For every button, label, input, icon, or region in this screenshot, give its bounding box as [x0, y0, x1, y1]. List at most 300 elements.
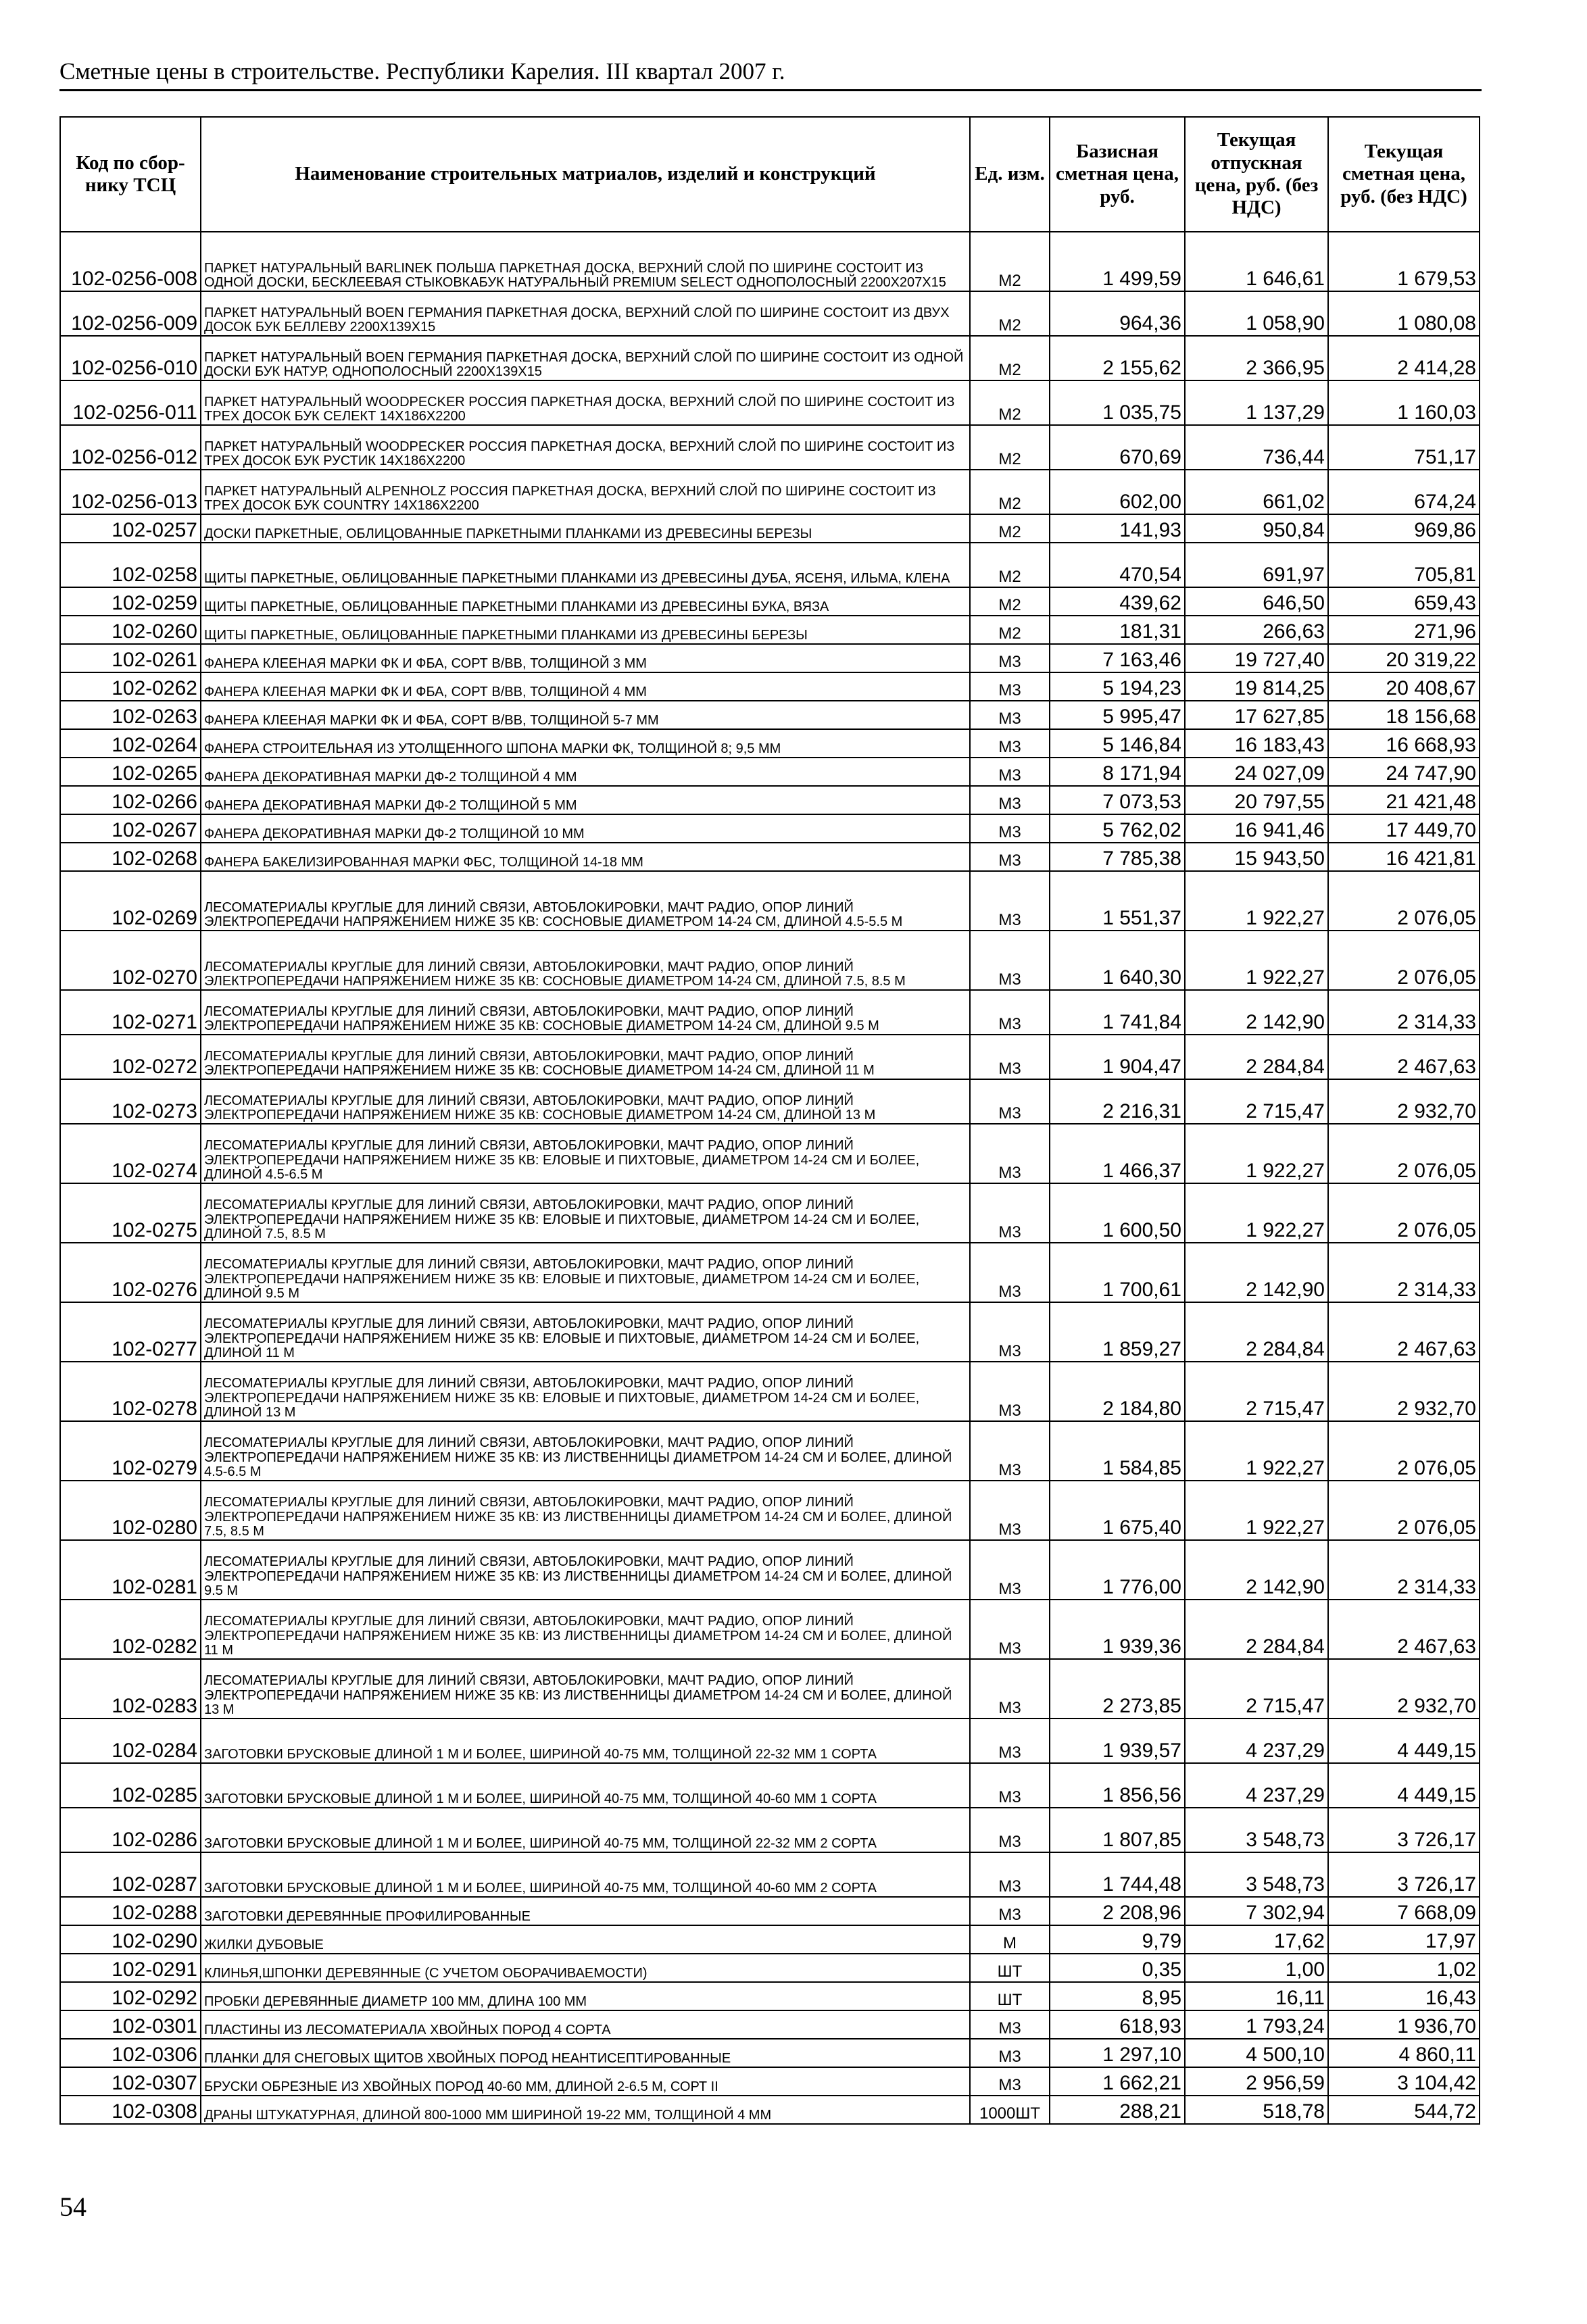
- cell-current-price: 2 314,33: [1328, 1243, 1480, 1302]
- cell-unit: М3: [970, 2010, 1050, 2039]
- cell-code: 102-0286: [60, 1808, 201, 1852]
- cell-name: ЛЕСОМАТЕРИАЛЫ КРУГЛЫЕ ДЛЯ ЛИНИЙ СВЯЗИ, АВТОБЛОКИРОВКИ, МАЧТ РАДИО, ОПОР ЛИНИЙ ЭЛЕКТРОПЕРЕДАЧИ НАПРЯЖЕНИЕМ НИЖЕ 35 КВ: ИЗ ЛИСТВЕННИЦЫ ДИАМЕТРОМ 14-24 СМ И БОЛЕЕ, ДЛИНОЙ 4.5-6.5 М: [201, 1421, 970, 1481]
- table-row: [60, 644, 1480, 672]
- cell-current-price: 7 668,09: [1328, 1897, 1480, 1925]
- cell-unit: М2: [970, 616, 1050, 644]
- cell-code: 102-0272: [60, 1035, 201, 1079]
- page-number: 54: [59, 2192, 87, 2222]
- cell-unit: М3: [970, 1421, 1050, 1481]
- cell-current-price: 17 449,70: [1328, 814, 1480, 843]
- table-row: [60, 814, 1480, 843]
- cell-unit: М3: [970, 1852, 1050, 1897]
- cell-release-price: 266,63: [1185, 616, 1328, 644]
- cell-release-price: 1 922,27: [1185, 1183, 1328, 1243]
- cell-release-price: 16 183,43: [1185, 729, 1328, 758]
- cell-current-price: 16 421,81: [1328, 843, 1480, 871]
- table-row: [60, 1982, 1480, 2010]
- cell-name: ЗАГОТОВКИ БРУСКОВЫЕ ДЛИНОЙ 1 М И БОЛЕЕ, ШИРИНОЙ 40-75 ММ, ТОЛЩИНОЙ 40-60 ММ 1 СОРТА: [201, 1763, 970, 1808]
- cell-name: ПЛАНКИ ДЛЯ СНЕГОВЫХ ЩИТОВ ХВОЙНЫХ ПОРОД НЕАНТИСЕПТИРОВАННЫЕ: [201, 2039, 970, 2067]
- cell-code: 102-0282: [60, 1600, 201, 1659]
- cell-release-price: 1 922,27: [1185, 1124, 1328, 1183]
- cell-code: 102-0258: [60, 543, 201, 587]
- column-header-unit: Ед. изм.: [970, 117, 1050, 232]
- page-header: Сметные цены в строительстве. Республики Карелия. III квартал 2007 г.: [59, 58, 785, 84]
- cell-code: 102-0256-011: [60, 380, 201, 425]
- cell-code: 102-0275: [60, 1183, 201, 1243]
- table-row: [60, 1124, 1480, 1183]
- cell-current-price: 4 449,15: [1328, 1763, 1480, 1808]
- cell-name: ЛЕСОМАТЕРИАЛЫ КРУГЛЫЕ ДЛЯ ЛИНИЙ СВЯЗИ, АВТОБЛОКИРОВКИ, МАЧТ РАДИО, ОПОР ЛИНИЙ ЭЛЕКТРОПЕРЕДАЧИ НАПРЯЖЕНИЕМ НИЖЕ 35 КВ: ЕЛОВЫЕ И ПИХТОВЫЕ, ДИАМЕТРОМ 14-24 СМ И БОЛЕЕ, ДЛИНОЙ 9.5 М: [201, 1243, 970, 1302]
- cell-release-price: 2 715,47: [1185, 1079, 1328, 1124]
- cell-unit: М3: [970, 1035, 1050, 1079]
- cell-base-price: 1 640,30: [1050, 931, 1185, 990]
- cell-unit: ШТ: [970, 1954, 1050, 1982]
- table-row: [60, 843, 1480, 871]
- cell-base-price: 181,31: [1050, 616, 1185, 644]
- cell-unit: М3: [970, 644, 1050, 672]
- cell-release-price: 1 922,27: [1185, 1421, 1328, 1481]
- cell-code: 102-0273: [60, 1079, 201, 1124]
- cell-code: 102-0288: [60, 1897, 201, 1925]
- cell-current-price: 2 932,70: [1328, 1362, 1480, 1421]
- cell-release-price: 1 922,27: [1185, 871, 1328, 931]
- cell-unit: М3: [970, 1540, 1050, 1600]
- cell-name: ПАРКЕТ НАТУРАЛЬНЫЙ BOEN ГЕРМАНИЯ ПАРКЕТНАЯ ДОСКА, ВЕРХНИЙ СЛОЙ ПО ШИРИНЕ СОСТОИТ ИЗ ОДНОЙ ДОСКИ БУК НАТУР, ОДНОПОЛОСНЫЙ 2200Х139Х15: [201, 336, 970, 380]
- cell-current-price: 3 726,17: [1328, 1808, 1480, 1852]
- cell-unit: М2: [970, 470, 1050, 514]
- cell-unit: М3: [970, 786, 1050, 814]
- cell-base-price: 0,35: [1050, 1954, 1185, 1982]
- cell-release-price: 646,50: [1185, 587, 1328, 616]
- cell-base-price: 1 939,36: [1050, 1600, 1185, 1659]
- cell-base-price: 5 146,84: [1050, 729, 1185, 758]
- cell-name: ЩИТЫ ПАРКЕТНЫЕ, ОБЛИЦОВАННЫЕ ПАРКЕТНЫМИ ПЛАНКАМИ ИЗ ДРЕВЕСИНЫ БУКА, ВЯЗА: [201, 587, 970, 616]
- cell-name: ФАНЕРА КЛЕЕНАЯ МАРКИ ФК И ФБА, СОРТ В/ВВ, ТОЛЩИНОЙ 4 ММ: [201, 672, 970, 701]
- cell-name: ЛЕСОМАТЕРИАЛЫ КРУГЛЫЕ ДЛЯ ЛИНИЙ СВЯЗИ, АВТОБЛОКИРОВКИ, МАЧТ РАДИО, ОПОР ЛИНИЙ ЭЛЕКТРОПЕРЕДАЧИ НАПРЯЖЕНИЕМ НИЖЕ 35 КВ: СОСНОВЫЕ ДИАМЕТРОМ 14-24 СМ, ДЛИНОЙ 9.5 М: [201, 990, 970, 1035]
- cell-release-price: 1 922,27: [1185, 931, 1328, 990]
- cell-current-price: 20 408,67: [1328, 672, 1480, 701]
- cell-name: ЩИТЫ ПАРКЕТНЫЕ, ОБЛИЦОВАННЫЕ ПАРКЕТНЫМИ ПЛАНКАМИ ИЗ ДРЕВЕСИНЫ БЕРЕЗЫ: [201, 616, 970, 644]
- column-header-base-price: Базисная сметная цена, руб.: [1050, 117, 1185, 232]
- cell-current-price: 2 467,63: [1328, 1302, 1480, 1362]
- cell-release-price: 17,62: [1185, 1925, 1328, 1954]
- cell-unit: М3: [970, 843, 1050, 871]
- cell-name: КЛИНЬЯ,ШПОНКИ ДЕРЕВЯННЫЕ (С УЧЕТОМ ОБОРАЧИВАЕМОСТИ): [201, 1954, 970, 1982]
- cell-current-price: 1 160,03: [1328, 380, 1480, 425]
- cell-release-price: 2 284,84: [1185, 1302, 1328, 1362]
- cell-name: ЛЕСОМАТЕРИАЛЫ КРУГЛЫЕ ДЛЯ ЛИНИЙ СВЯЗИ, АВТОБЛОКИРОВКИ, МАЧТ РАДИО, ОПОР ЛИНИЙ ЭЛЕКТРОПЕРЕДАЧИ НАПРЯЖЕНИЕМ НИЖЕ 35 КВ: ЕЛОВЫЕ И ПИХТОВЫЕ, ДИАМЕТРОМ 14-24 СМ И БОЛЕЕ, ДЛИНОЙ 4.5-6.5 М: [201, 1124, 970, 1183]
- cell-base-price: 1 744,48: [1050, 1852, 1185, 1897]
- cell-code: 102-0290: [60, 1925, 201, 1954]
- cell-unit: М3: [970, 1808, 1050, 1852]
- cell-code: 102-0256-008: [60, 232, 201, 291]
- cell-unit: М3: [970, 1897, 1050, 1925]
- cell-current-price: 2 076,05: [1328, 1124, 1480, 1183]
- cell-current-price: 2 467,63: [1328, 1600, 1480, 1659]
- table-row: [60, 291, 1480, 336]
- cell-unit: М3: [970, 729, 1050, 758]
- cell-release-price: 1,00: [1185, 1954, 1328, 1982]
- cell-current-price: 2 467,63: [1328, 1035, 1480, 1079]
- cell-name: ПРОБКИ ДЕРЕВЯННЫЕ ДИАМЕТР 100 ММ, ДЛИНА 100 ММ: [201, 1982, 970, 2010]
- cell-unit: М3: [970, 931, 1050, 990]
- cell-code: 102-0256-012: [60, 425, 201, 470]
- cell-unit: М2: [970, 514, 1050, 543]
- cell-base-price: 2 155,62: [1050, 336, 1185, 380]
- cell-code: 102-0269: [60, 871, 201, 931]
- table-row: [60, 1897, 1480, 1925]
- cell-unit: ШТ: [970, 1982, 1050, 2010]
- cell-release-price: 950,84: [1185, 514, 1328, 543]
- cell-code: 102-0279: [60, 1421, 201, 1481]
- cell-name: ФАНЕРА ДЕКОРАТИВНАЯ МАРКИ ДФ-2 ТОЛЩИНОЙ 5 ММ: [201, 786, 970, 814]
- cell-base-price: 1 859,27: [1050, 1302, 1185, 1362]
- cell-unit: М3: [970, 1243, 1050, 1302]
- cell-unit: М3: [970, 1659, 1050, 1719]
- cell-base-price: 1 741,84: [1050, 990, 1185, 1035]
- cell-code: 102-0301: [60, 2010, 201, 2039]
- table-row: [60, 2067, 1480, 2096]
- cell-base-price: 8 171,94: [1050, 758, 1185, 786]
- table-row: [60, 786, 1480, 814]
- cell-current-price: 2 314,33: [1328, 1540, 1480, 1600]
- cell-release-price: 4 237,29: [1185, 1763, 1328, 1808]
- cell-base-price: 670,69: [1050, 425, 1185, 470]
- cell-release-price: 20 797,55: [1185, 786, 1328, 814]
- table-row: [60, 1954, 1480, 1982]
- table-row: [60, 336, 1480, 380]
- header-divider: [59, 89, 1482, 91]
- cell-current-price: 1 936,70: [1328, 2010, 1480, 2039]
- cell-release-price: 16 941,46: [1185, 814, 1328, 843]
- cell-unit: М3: [970, 1362, 1050, 1421]
- cell-code: 102-0274: [60, 1124, 201, 1183]
- cell-current-price: 1 679,53: [1328, 232, 1480, 291]
- cell-code: 102-0308: [60, 2096, 201, 2124]
- cell-unit: М3: [970, 758, 1050, 786]
- cell-release-price: 1 137,29: [1185, 380, 1328, 425]
- cell-current-price: 24 747,90: [1328, 758, 1480, 786]
- cell-base-price: 7 073,53: [1050, 786, 1185, 814]
- cell-base-price: 7 163,46: [1050, 644, 1185, 672]
- table-row: [60, 1183, 1480, 1243]
- cell-unit: М2: [970, 380, 1050, 425]
- cell-current-price: 3 104,42: [1328, 2067, 1480, 2096]
- cell-code: 102-0265: [60, 758, 201, 786]
- table-body: [60, 232, 1480, 2124]
- cell-code: 102-0257: [60, 514, 201, 543]
- table-row: [60, 1481, 1480, 1540]
- cell-code: 102-0266: [60, 786, 201, 814]
- cell-current-price: 20 319,22: [1328, 644, 1480, 672]
- table-row: [60, 1659, 1480, 1719]
- cell-code: 102-0261: [60, 644, 201, 672]
- cell-release-price: 1 058,90: [1185, 291, 1328, 336]
- table-row: [60, 871, 1480, 931]
- cell-unit: М3: [970, 814, 1050, 843]
- cell-base-price: 141,93: [1050, 514, 1185, 543]
- table-row: [60, 2010, 1480, 2039]
- cell-current-price: 2 076,05: [1328, 1481, 1480, 1540]
- cell-base-price: 1 807,85: [1050, 1808, 1185, 1852]
- cell-code: 102-0260: [60, 616, 201, 644]
- cell-current-price: 674,24: [1328, 470, 1480, 514]
- cell-unit: М3: [970, 1302, 1050, 1362]
- cell-current-price: 3 726,17: [1328, 1852, 1480, 1897]
- cell-unit: 1000ШТ: [970, 2096, 1050, 2124]
- cell-code: 102-0262: [60, 672, 201, 701]
- cell-code: 102-0256-009: [60, 291, 201, 336]
- cell-name: ЛЕСОМАТЕРИАЛЫ КРУГЛЫЕ ДЛЯ ЛИНИЙ СВЯЗИ, АВТОБЛОКИРОВКИ, МАЧТ РАДИО, ОПОР ЛИНИЙ ЭЛЕКТРОПЕРЕДАЧИ НАПРЯЖЕНИЕМ НИЖЕ 35 КВ: ИЗ ЛИСТВЕННИЦЫ ДИАМЕТРОМ 14-24 СМ И БОЛЕЕ, ДЛИНОЙ 13 М: [201, 1659, 970, 1719]
- cell-current-price: 2 076,05: [1328, 931, 1480, 990]
- cell-name: ПАРКЕТ НАТУРАЛЬНЫЙ BARLINEK ПОЛЬША ПАРКЕТНАЯ ДОСКА, ВЕРХНИЙ СЛОЙ ПО ШИРИНЕ СОСТОИТ ИЗ ОДНОЙ ДОСКИ, БЕСКЛЕЕВАЯ СТЫКОВКАБУК НАТУРАЛЬНЫЙ PREMIUM SELECT ОДНОПОЛОСНЫЙ 2200Х207Х15: [201, 232, 970, 291]
- cell-name: ФАНЕРА БАКЕЛИЗИРОВАННАЯ МАРКИ ФБС, ТОЛЩИНОЙ 14-18 ММ: [201, 843, 970, 871]
- cell-current-price: 4 449,15: [1328, 1719, 1480, 1763]
- cell-base-price: 470,54: [1050, 543, 1185, 587]
- cell-name: ЖИЛКИ ДУБОВЫЕ: [201, 1925, 970, 1954]
- cell-name: ЩИТЫ ПАРКЕТНЫЕ, ОБЛИЦОВАННЫЕ ПАРКЕТНЫМИ ПЛАНКАМИ ИЗ ДРЕВЕСИНЫ ДУБА, ЯСЕНЯ, ИЛЬМА, КЛЕНА: [201, 543, 970, 587]
- cell-base-price: 1 856,56: [1050, 1763, 1185, 1808]
- cell-name: ЛЕСОМАТЕРИАЛЫ КРУГЛЫЕ ДЛЯ ЛИНИЙ СВЯЗИ, АВТОБЛОКИРОВКИ, МАЧТ РАДИО, ОПОР ЛИНИЙ ЭЛЕКТРОПЕРЕДАЧИ НАПРЯЖЕНИЕМ НИЖЕ 35 КВ: ИЗ ЛИСТВЕННИЦЫ ДИАМЕТРОМ 14-24 СМ И БОЛЕЕ, ДЛИНОЙ 7.5, 8.5 М: [201, 1481, 970, 1540]
- cell-current-price: 1,02: [1328, 1954, 1480, 1982]
- cell-code: 102-0281: [60, 1540, 201, 1600]
- cell-current-price: 271,96: [1328, 616, 1480, 644]
- cell-release-price: 1 793,24: [1185, 2010, 1328, 2039]
- table-row: [60, 1808, 1480, 1852]
- cell-unit: М3: [970, 672, 1050, 701]
- table-row: [60, 1079, 1480, 1124]
- cell-base-price: 5 194,23: [1050, 672, 1185, 701]
- table-row: [60, 616, 1480, 644]
- price-table: [59, 116, 1480, 2125]
- table-row: [60, 543, 1480, 587]
- cell-name: ПАРКЕТ НАТУРАЛЬНЫЙ BOEN ГЕРМАНИЯ ПАРКЕТНАЯ ДОСКА, ВЕРХНИЙ СЛОЙ ПО ШИРИНЕ СОСТОИТ ИЗ ДВУХ ДОСОК БУК БЕЛЛЕВУ 2200Х139Х15: [201, 291, 970, 336]
- cell-unit: М3: [970, 2039, 1050, 2067]
- cell-code: 102-0278: [60, 1362, 201, 1421]
- cell-unit: М3: [970, 1481, 1050, 1540]
- cell-base-price: 288,21: [1050, 2096, 1185, 2124]
- cell-base-price: 1 584,85: [1050, 1421, 1185, 1481]
- cell-base-price: 1 939,57: [1050, 1719, 1185, 1763]
- cell-current-price: 969,86: [1328, 514, 1480, 543]
- cell-code: 102-0259: [60, 587, 201, 616]
- cell-name: ЛЕСОМАТЕРИАЛЫ КРУГЛЫЕ ДЛЯ ЛИНИЙ СВЯЗИ, АВТОБЛОКИРОВКИ, МАЧТ РАДИО, ОПОР ЛИНИЙ ЭЛЕКТРОПЕРЕДАЧИ НАПРЯЖЕНИЕМ НИЖЕ 35 КВ: СОСНОВЫЕ ДИАМЕТРОМ 14-24 СМ, ДЛИНОЙ 4.5-5.5 М: [201, 871, 970, 931]
- cell-base-price: 618,93: [1050, 2010, 1185, 2039]
- cell-name: ФАНЕРА ДЕКОРАТИВНАЯ МАРКИ ДФ-2 ТОЛЩИНОЙ 10 ММ: [201, 814, 970, 843]
- cell-name: ФАНЕРА СТРОИТЕЛЬНАЯ ИЗ УТОЛЩЕННОГО ШПОНА МАРКИ ФК, ТОЛЩИНОЙ 8; 9,5 ММ: [201, 729, 970, 758]
- table-row: [60, 1421, 1480, 1481]
- cell-release-price: 19 814,25: [1185, 672, 1328, 701]
- cell-base-price: 7 785,38: [1050, 843, 1185, 871]
- cell-base-price: 5 995,47: [1050, 701, 1185, 729]
- cell-name: ПЛАСТИНЫ ИЗ ЛЕСОМАТЕРИАЛА ХВОЙНЫХ ПОРОД 4 СОРТА: [201, 2010, 970, 2039]
- cell-release-price: 691,97: [1185, 543, 1328, 587]
- cell-unit: М2: [970, 232, 1050, 291]
- cell-base-price: 1 035,75: [1050, 380, 1185, 425]
- cell-release-price: 2 142,90: [1185, 1540, 1328, 1600]
- cell-name: ЛЕСОМАТЕРИАЛЫ КРУГЛЫЕ ДЛЯ ЛИНИЙ СВЯЗИ, АВТОБЛОКИРОВКИ, МАЧТ РАДИО, ОПОР ЛИНИЙ ЭЛЕКТРОПЕРЕДАЧИ НАПРЯЖЕНИЕМ НИЖЕ 35 КВ: ИЗ ЛИСТВЕННИЦЫ ДИАМЕТРОМ 14-24 СМ И БОЛЕЕ, ДЛИНОЙ 9.5 М: [201, 1540, 970, 1600]
- table-row: [60, 1540, 1480, 1600]
- cell-current-price: 16,43: [1328, 1982, 1480, 2010]
- cell-unit: М3: [970, 1183, 1050, 1243]
- cell-current-price: 705,81: [1328, 543, 1480, 587]
- cell-unit: М3: [970, 2067, 1050, 2096]
- cell-name: ДРАНЫ ШТУКАТУРНАЯ, ДЛИНОЙ 800-1000 ММ ШИРИНОЙ 19-22 ММ, ТОЛЩИНОЙ 4 ММ: [201, 2096, 970, 2124]
- cell-unit: М2: [970, 336, 1050, 380]
- cell-base-price: 8,95: [1050, 1982, 1185, 2010]
- table-row: [60, 1035, 1480, 1079]
- cell-unit: М3: [970, 1124, 1050, 1183]
- cell-release-price: 4 500,10: [1185, 2039, 1328, 2067]
- cell-unit: М3: [970, 1719, 1050, 1763]
- cell-name: ПАРКЕТ НАТУРАЛЬНЫЙ WOODPECKER РОССИЯ ПАРКЕТНАЯ ДОСКА, ВЕРХНИЙ СЛОЙ ПО ШИРИНЕ СОСТОИТ ИЗ ТРЕХ ДОСОК БУК РУСТИК 14Х186Х2200: [201, 425, 970, 470]
- cell-code: 102-0263: [60, 701, 201, 729]
- cell-base-price: 1 499,59: [1050, 232, 1185, 291]
- cell-code: 102-0256-010: [60, 336, 201, 380]
- cell-release-price: 3 548,73: [1185, 1852, 1328, 1897]
- table-row: [60, 2096, 1480, 2124]
- cell-name: ЗАГОТОВКИ ДЕРЕВЯННЫЕ ПРОФИЛИРОВАННЫЕ: [201, 1897, 970, 1925]
- table-row: [60, 232, 1480, 291]
- cell-name: ФАНЕРА ДЕКОРАТИВНАЯ МАРКИ ДФ-2 ТОЛЩИНОЙ 4 ММ: [201, 758, 970, 786]
- cell-release-price: 1 922,27: [1185, 1481, 1328, 1540]
- table-row: [60, 1302, 1480, 1362]
- table-row: [60, 470, 1480, 514]
- cell-code: 102-0256-013: [60, 470, 201, 514]
- cell-name: ДОСКИ ПАРКЕТНЫЕ, ОБЛИЦОВАННЫЕ ПАРКЕТНЫМИ ПЛАНКАМИ ИЗ ДРЕВЕСИНЫ БЕРЕЗЫ: [201, 514, 970, 543]
- cell-release-price: 15 943,50: [1185, 843, 1328, 871]
- table-row: [60, 931, 1480, 990]
- cell-base-price: 1 700,61: [1050, 1243, 1185, 1302]
- cell-release-price: 518,78: [1185, 2096, 1328, 2124]
- cell-base-price: 2 273,85: [1050, 1659, 1185, 1719]
- cell-name: ФАНЕРА КЛЕЕНАЯ МАРКИ ФК И ФБА, СОРТ В/ВВ, ТОЛЩИНОЙ 3 ММ: [201, 644, 970, 672]
- cell-code: 102-0264: [60, 729, 201, 758]
- cell-base-price: 1 776,00: [1050, 1540, 1185, 1600]
- cell-unit: М: [970, 1925, 1050, 1954]
- table-row: [60, 758, 1480, 786]
- cell-current-price: 2 932,70: [1328, 1079, 1480, 1124]
- cell-release-price: 2 956,59: [1185, 2067, 1328, 2096]
- table-row: [60, 514, 1480, 543]
- cell-release-price: 2 715,47: [1185, 1659, 1328, 1719]
- cell-release-price: 2 715,47: [1185, 1362, 1328, 1421]
- cell-unit: М2: [970, 291, 1050, 336]
- cell-release-price: 3 548,73: [1185, 1808, 1328, 1852]
- table-row: [60, 1719, 1480, 1763]
- cell-unit: М3: [970, 1079, 1050, 1124]
- cell-current-price: 544,72: [1328, 2096, 1480, 2124]
- cell-current-price: 2 414,28: [1328, 336, 1480, 380]
- column-header-name: Наименование строительных матриалов, изделий и конструкций: [201, 117, 970, 232]
- cell-code: 102-0280: [60, 1481, 201, 1540]
- cell-release-price: 24 027,09: [1185, 758, 1328, 786]
- cell-name: ЗАГОТОВКИ БРУСКОВЫЕ ДЛИНОЙ 1 М И БОЛЕЕ, ШИРИНОЙ 40-75 ММ, ТОЛЩИНОЙ 22-32 ММ 2 СОРТА: [201, 1808, 970, 1852]
- cell-current-price: 2 932,70: [1328, 1659, 1480, 1719]
- cell-code: 102-0270: [60, 931, 201, 990]
- cell-current-price: 659,43: [1328, 587, 1480, 616]
- cell-name: ЛЕСОМАТЕРИАЛЫ КРУГЛЫЕ ДЛЯ ЛИНИЙ СВЯЗИ, АВТОБЛОКИРОВКИ, МАЧТ РАДИО, ОПОР ЛИНИЙ ЭЛЕКТРОПЕРЕДАЧИ НАПРЯЖЕНИЕМ НИЖЕ 35 КВ: СОСНОВЫЕ ДИАМЕТРОМ 14-24 СМ, ДЛИНОЙ 13 М: [201, 1079, 970, 1124]
- table-row: [60, 425, 1480, 470]
- cell-release-price: 17 627,85: [1185, 701, 1328, 729]
- cell-unit: М3: [970, 1600, 1050, 1659]
- table-row: [60, 990, 1480, 1035]
- table-row: [60, 1763, 1480, 1808]
- cell-code: 102-0306: [60, 2039, 201, 2067]
- cell-release-price: 16,11: [1185, 1982, 1328, 2010]
- column-header-current-price: Текущая сметная цена, руб. (без НДС): [1328, 117, 1480, 232]
- table-row: [60, 672, 1480, 701]
- cell-current-price: 2 076,05: [1328, 1183, 1480, 1243]
- cell-name: ЛЕСОМАТЕРИАЛЫ КРУГЛЫЕ ДЛЯ ЛИНИЙ СВЯЗИ, АВТОБЛОКИРОВКИ, МАЧТ РАДИО, ОПОР ЛИНИЙ ЭЛЕКТРОПЕРЕДАЧИ НАПРЯЖЕНИЕМ НИЖЕ 35 КВ: ИЗ ЛИСТВЕННИЦЫ ДИАМЕТРОМ 14-24 СМ И БОЛЕЕ, ДЛИНОЙ 11 М: [201, 1600, 970, 1659]
- cell-code: 102-0268: [60, 843, 201, 871]
- cell-code: 102-0307: [60, 2067, 201, 2096]
- cell-base-price: 1 297,10: [1050, 2039, 1185, 2067]
- table-row: [60, 1362, 1480, 1421]
- cell-unit: М2: [970, 543, 1050, 587]
- table-row: [60, 2039, 1480, 2067]
- column-header-release-price: Текущая отпускная цена, руб. (без НДС): [1185, 117, 1328, 232]
- cell-base-price: 2 208,96: [1050, 1897, 1185, 1925]
- cell-current-price: 1 080,08: [1328, 291, 1480, 336]
- cell-release-price: 661,02: [1185, 470, 1328, 514]
- cell-name: ЛЕСОМАТЕРИАЛЫ КРУГЛЫЕ ДЛЯ ЛИНИЙ СВЯЗИ, АВТОБЛОКИРОВКИ, МАЧТ РАДИО, ОПОР ЛИНИЙ ЭЛЕКТРОПЕРЕДАЧИ НАПРЯЖЕНИЕМ НИЖЕ 35 КВ: СОСНОВЫЕ ДИАМЕТРОМ 14-24 СМ, ДЛИНОЙ 11 М: [201, 1035, 970, 1079]
- cell-base-price: 1 551,37: [1050, 871, 1185, 931]
- cell-current-price: 2 076,05: [1328, 871, 1480, 931]
- cell-code: 102-0291: [60, 1954, 201, 1982]
- cell-unit: М3: [970, 701, 1050, 729]
- cell-base-price: 1 600,50: [1050, 1183, 1185, 1243]
- cell-base-price: 1 662,21: [1050, 2067, 1185, 2096]
- cell-base-price: 9,79: [1050, 1925, 1185, 1954]
- cell-unit: М2: [970, 425, 1050, 470]
- cell-base-price: 2 184,80: [1050, 1362, 1185, 1421]
- cell-current-price: 21 421,48: [1328, 786, 1480, 814]
- table-row: [60, 587, 1480, 616]
- cell-code: 102-0285: [60, 1763, 201, 1808]
- table-row: [60, 1852, 1480, 1897]
- table-row: [60, 701, 1480, 729]
- cell-release-price: 1 646,61: [1185, 232, 1328, 291]
- cell-release-price: 2 366,95: [1185, 336, 1328, 380]
- cell-base-price: 602,00: [1050, 470, 1185, 514]
- cell-base-price: 964,36: [1050, 291, 1185, 336]
- cell-unit: М3: [970, 990, 1050, 1035]
- cell-release-price: 2 142,90: [1185, 1243, 1328, 1302]
- cell-code: 102-0267: [60, 814, 201, 843]
- cell-release-price: 2 142,90: [1185, 990, 1328, 1035]
- cell-name: ЛЕСОМАТЕРИАЛЫ КРУГЛЫЕ ДЛЯ ЛИНИЙ СВЯЗИ, АВТОБЛОКИРОВКИ, МАЧТ РАДИО, ОПОР ЛИНИЙ ЭЛЕКТРОПЕРЕДАЧИ НАПРЯЖЕНИЕМ НИЖЕ 35 КВ: СОСНОВЫЕ ДИАМЕТРОМ 14-24 СМ, ДЛИНОЙ 7.5, 8.5 М: [201, 931, 970, 990]
- cell-release-price: 19 727,40: [1185, 644, 1328, 672]
- table-row: [60, 380, 1480, 425]
- cell-unit: М2: [970, 587, 1050, 616]
- cell-code: 102-0277: [60, 1302, 201, 1362]
- cell-base-price: 5 762,02: [1050, 814, 1185, 843]
- table-row: [60, 1925, 1480, 1954]
- cell-name: ЗАГОТОВКИ БРУСКОВЫЕ ДЛИНОЙ 1 М И БОЛЕЕ, ШИРИНОЙ 40-75 ММ, ТОЛЩИНОЙ 40-60 ММ 2 СОРТА: [201, 1852, 970, 1897]
- cell-base-price: 1 466,37: [1050, 1124, 1185, 1183]
- cell-unit: М3: [970, 1763, 1050, 1808]
- cell-release-price: 7 302,94: [1185, 1897, 1328, 1925]
- cell-release-price: 4 237,29: [1185, 1719, 1328, 1763]
- cell-code: 102-0284: [60, 1719, 201, 1763]
- cell-code: 102-0292: [60, 1982, 201, 2010]
- table-header: [60, 117, 1480, 232]
- cell-code: 102-0271: [60, 990, 201, 1035]
- cell-code: 102-0283: [60, 1659, 201, 1719]
- cell-current-price: 18 156,68: [1328, 701, 1480, 729]
- cell-name: БРУСКИ ОБРЕЗНЫЕ ИЗ ХВОЙНЫХ ПОРОД 40-60 ММ, ДЛИНОЙ 2-6.5 М, СОРТ II: [201, 2067, 970, 2096]
